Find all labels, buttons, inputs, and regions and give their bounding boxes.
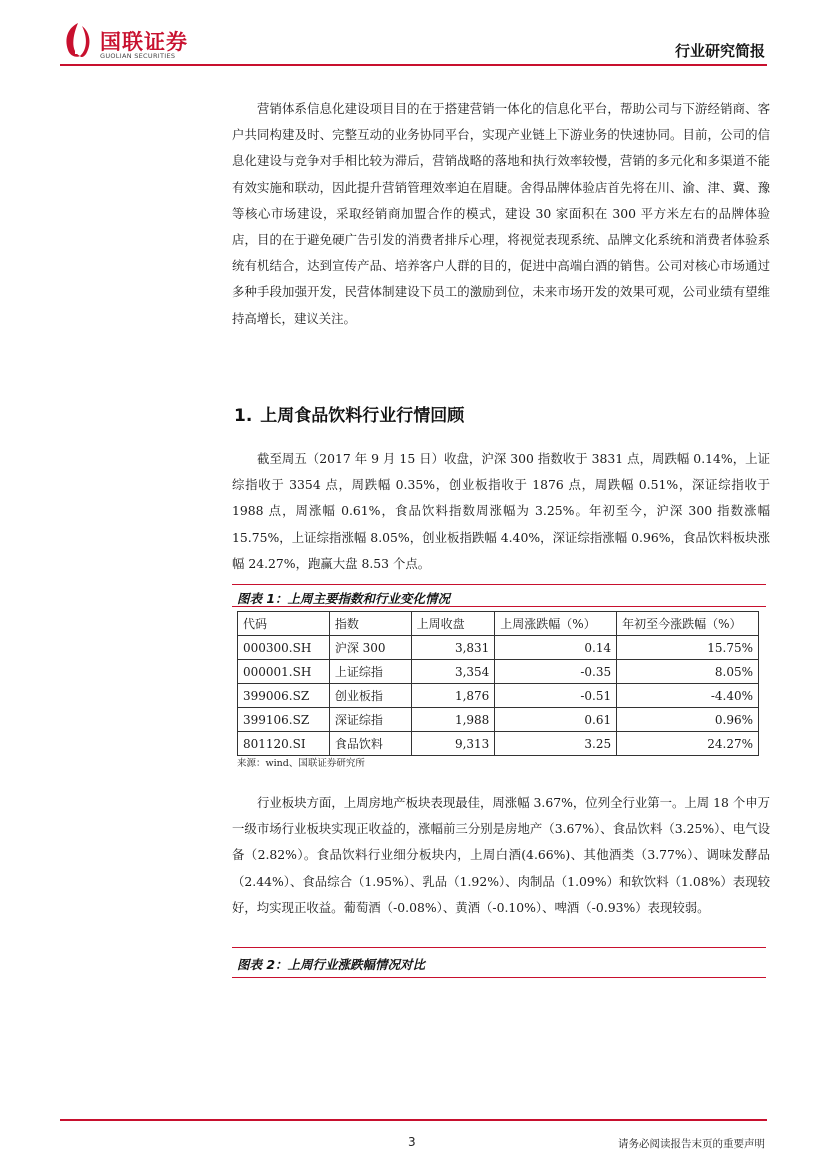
cell-weekly-change: 0.61 xyxy=(495,708,617,732)
index-performance-table xyxy=(237,611,759,756)
cell-index: 沪深 300 xyxy=(329,636,411,660)
table-row xyxy=(238,732,759,756)
cell-index: 上证综指 xyxy=(329,660,411,684)
cell-weekly-change: -0.51 xyxy=(495,684,617,708)
cell-ytd-change: -4.40% xyxy=(617,684,759,708)
cell-weekly-change: -0.35 xyxy=(495,660,617,684)
footer-disclaimer: 请务必阅读报告末页的重要声明 xyxy=(618,1138,765,1150)
figure1-top-rule xyxy=(232,584,766,585)
cell-code: 801120.SI xyxy=(238,732,330,756)
table-row xyxy=(238,660,759,684)
column-header: 代码 xyxy=(238,612,330,636)
cell-code: 000300.SH xyxy=(238,636,330,660)
cell-close: 3,831 xyxy=(411,636,495,660)
figure2-title-rule xyxy=(232,977,766,978)
column-header: 年初至今涨跌幅（%） xyxy=(617,612,759,636)
section-number: 1. xyxy=(234,406,253,426)
figure1-title: 图表 1：上周主要指数和行业变化情况 xyxy=(237,591,451,606)
table-row xyxy=(238,708,759,732)
section-title: 上周食品饮料行业行情回顾 xyxy=(260,406,465,426)
company-logo xyxy=(60,20,220,62)
cell-ytd-change: 8.05% xyxy=(617,660,759,684)
cell-ytd-change: 15.75% xyxy=(617,636,759,660)
cell-weekly-change: 3.25 xyxy=(495,732,617,756)
figure1-title-rule xyxy=(232,606,766,607)
market-review-paragraph: 截至周五（2017 年 9 月 15 日）收盘，沪深 300 指数收于 3831 点，周跌幅 0.14%，上证综指收于 3354 点，周跌幅 0.35%，创业板指收于 1876 点，周跌幅 0.51%，深证综指收于 1988 点，周涨幅 0.61%，食品饮料指数周涨幅为 3.25%。年初至今，沪深 300 指数涨幅 15.75%，上证综指涨幅 8.05%，创业板指跌幅 4.40%，深证综指涨幅 0.96%，食品饮料板块涨幅 24.27%，跑赢大盘 8.53 个点。 xyxy=(232,451,770,571)
cell-ytd-change: 24.27% xyxy=(617,732,759,756)
cell-code: 399106.SZ xyxy=(238,708,330,732)
cell-index: 创业板指 xyxy=(329,684,411,708)
cell-close: 3,354 xyxy=(411,660,495,684)
figure2-top-rule xyxy=(232,947,766,948)
cell-index: 食品饮料 xyxy=(329,732,411,756)
column-header: 指数 xyxy=(329,612,411,636)
figure1-source: 来源：wind、国联证券研究所 xyxy=(237,758,365,769)
sector-paragraph: 行业板块方面，上周房地产板块表现最佳，周涨幅 3.67%，位列全行业第一。上周 18 个申万一级市场行业板块实现正收益的，涨幅前三分别是房地产（3.67%）、食品饮料（3.25%）、电气设备（2.82%）。食品饮料行业细分板块内，上周白酒(4.66%)、其他酒类（3.77%）、调味发酵品（2.44%）、食品综合（1.95%）、乳品（1.92%）、肉制品（1.09%）和软饮料（1.08%）表现较好，均实现正收益。葡萄酒（-0.08%）、黄酒（-0.10%）、啤酒（-0.93%）表现较弱。 xyxy=(232,795,771,915)
cell-close: 1,988 xyxy=(411,708,495,732)
guolian-logo-icon xyxy=(60,20,96,60)
cell-weekly-change: 0.14 xyxy=(495,636,617,660)
cell-close: 1,876 xyxy=(411,684,495,708)
document-type: 行业研究简报 xyxy=(674,42,765,60)
footer-divider xyxy=(60,1119,767,1121)
column-header: 上周收盘 xyxy=(411,612,495,636)
table-row xyxy=(238,636,759,660)
table-row xyxy=(238,684,759,708)
page-number: 3 xyxy=(408,1135,416,1149)
intro-paragraph: 营销体系信息化建设项目目的在于搭建营销一体化的信息化平台，帮助公司与下游经销商、客户共同构建及时、完整互动的业务协同平台，实现产业链上下游业务的快速协同。目前，公司的信息化建设与竞争对手相比较为滞后，营销战略的落地和执行效率较慢，营销的多元化和多渠道不能有效实施和联动，因此提升营销管理效率迫在眉睫。舍得品牌体验店首先将在川、渝、津、冀、豫等核心市场建设，采取经销商加盟合作的模式，建设 30 家面积在 300 平方米左右的品牌体验店，目的在于避免硬广告引发的消费者排斥心理，将视觉表现系统、品牌文化系统和消费者体验系统有机结合，达到宣传产品、培养客户人群的目的，促进中高端白酒的销售。公司对核心市场通过多种手段加强开发，民营体制建设下员工的激励到位，未来市场开发的效果可观，公司业绩有望维持高增长，建议关注。 xyxy=(232,101,770,326)
logo-text-en: GUOLIAN SECURITIES xyxy=(100,52,176,60)
section-heading xyxy=(234,401,464,426)
cell-ytd-change: 0.96% xyxy=(617,708,759,732)
cell-close: 9,313 xyxy=(411,732,495,756)
cell-code: 399006.SZ xyxy=(238,684,330,708)
figure2-title: 图表 2：上周行业涨跌幅情况对比 xyxy=(237,957,426,972)
logo-text-cn: 国联证券 xyxy=(100,30,188,54)
header-divider xyxy=(60,64,767,66)
cell-index: 深证综指 xyxy=(329,708,411,732)
cell-code: 000001.SH xyxy=(238,660,330,684)
column-header: 上周涨跌幅（%） xyxy=(495,612,617,636)
table-header-row xyxy=(238,612,759,636)
